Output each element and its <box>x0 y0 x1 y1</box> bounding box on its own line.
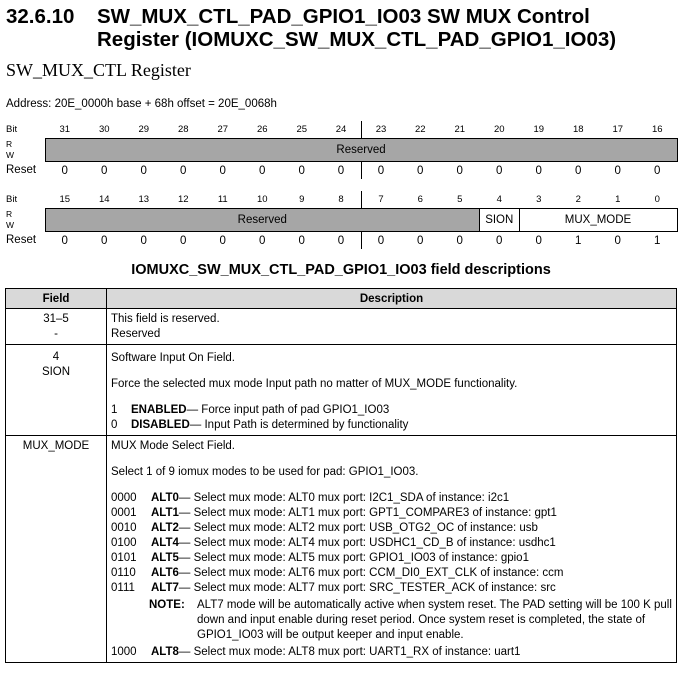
bit-label: Bit <box>6 194 18 206</box>
reset-value: 1 <box>654 234 661 247</box>
reset-value: 0 <box>259 234 266 247</box>
bit-number: 9 <box>299 194 305 205</box>
desc-text: Reserved <box>111 328 161 340</box>
value-code: 0 <box>111 419 118 431</box>
field-mux-mode: MUX_MODE <box>519 209 677 232</box>
field-cell-mux-mode <box>6 436 107 663</box>
header-description: Description <box>107 289 677 309</box>
value-line <box>111 403 672 418</box>
register-diagram-upper <box>0 121 678 179</box>
bit-number: 10 <box>256 194 268 205</box>
bit-number: 6 <box>417 194 423 205</box>
reset-value: 0 <box>456 234 463 247</box>
field-reserved: Reserved <box>45 139 677 162</box>
desc-text: MUX Mode Select Field. <box>111 440 235 452</box>
bit-number: 16 <box>651 124 663 135</box>
value-code: 1000 <box>111 646 137 658</box>
bit-number: 22 <box>414 124 426 135</box>
field-bits: 4 <box>52 351 60 363</box>
value-code: 0100 <box>111 537 137 549</box>
bit-number: 30 <box>98 124 110 135</box>
value-text: — Force input path of pad GPIO1_IO03 <box>186 404 390 416</box>
bit-number: 23 <box>361 121 401 139</box>
desc-cell-sion <box>107 345 677 436</box>
reset-value: 0 <box>101 164 108 177</box>
field-sion: SION <box>480 209 520 232</box>
register-address: Address: 20E_0000h base + 68h offset = 20E_0068h <box>6 98 277 110</box>
reset-label: Reset <box>6 164 37 177</box>
bit-number: 3 <box>536 194 542 205</box>
bit-number: 24 <box>335 124 347 135</box>
value-code: 0110 <box>111 567 136 579</box>
register-diagram-lower <box>0 191 678 249</box>
bit-number: 31 <box>59 124 71 135</box>
field-cell-sion <box>6 345 107 436</box>
bit-number: 7 <box>361 191 401 209</box>
desc-cell-mux-mode <box>107 436 677 663</box>
note-label: NOTE: <box>149 599 185 611</box>
section-title-line2: Register (IOMUXC_SW_MUX_CTL_PAD_GPIO1_IO03) <box>97 28 617 51</box>
field-cell-reserved <box>6 309 107 345</box>
bit-number: 26 <box>256 124 268 135</box>
bit-number: 28 <box>177 124 189 135</box>
reset-value: 0 <box>180 164 187 177</box>
reset-value: 0 <box>140 164 147 177</box>
value-name: ALT2 <box>151 522 179 534</box>
bit-number: 12 <box>177 194 189 205</box>
value-line <box>111 491 672 506</box>
desc-cell-reserved <box>107 309 677 345</box>
bit-number: 0 <box>654 194 660 205</box>
reset-value: 0 <box>219 234 226 247</box>
value-line <box>111 521 672 536</box>
reset-value: 0 <box>417 164 424 177</box>
field-row-r <box>0 139 677 151</box>
value-code: 0111 <box>111 582 135 594</box>
field-table-title: IOMUXC_SW_MUX_CTL_PAD_GPIO1_IO03 field descriptions <box>131 262 551 278</box>
value-code: 0000 <box>111 492 137 504</box>
section-number: 32.6.10 <box>6 5 75 28</box>
section-title <box>97 5 677 51</box>
reset-value: 0 <box>575 164 582 177</box>
reset-value: 0 <box>298 234 305 247</box>
field-name: SION <box>41 366 71 378</box>
w-label: W <box>6 150 15 161</box>
value-text: — Select mux mode: ALT2 mux port: USB_OTG2_OC of instance: usb <box>178 522 538 534</box>
value-line <box>111 551 672 566</box>
value-text: — Select mux mode: ALT5 mux port: GPIO1_IO03 of instance: gpio1 <box>178 552 529 564</box>
table-row-mux-mode <box>6 436 677 663</box>
bit-number: 2 <box>575 194 581 205</box>
value-text: — Select mux mode: ALT4 mux port: USDHC1_CD_B of instance: usdhc1 <box>178 537 556 549</box>
header-field: Field <box>6 289 107 309</box>
reset-value: 0 <box>219 164 226 177</box>
value-text: — Select mux mode: ALT0 mux port: I2C1_SDA of instance: i2c1 <box>178 492 510 504</box>
r-label: R <box>6 138 13 149</box>
bit-number: 15 <box>59 194 71 205</box>
value-line <box>111 645 672 660</box>
reset-row <box>0 232 677 250</box>
field-name: - <box>54 328 58 340</box>
value-text: — Select mux mode: ALT7 mux port: SRC_TESTER_ACK of instance: src <box>178 582 556 594</box>
field-row-r <box>0 209 677 221</box>
w-label: W <box>6 220 15 231</box>
field-description-table <box>5 288 677 663</box>
value-code: 1 <box>111 404 118 416</box>
bit-number-row <box>0 191 677 209</box>
reset-value: 0 <box>180 234 187 247</box>
bit-number: 20 <box>493 124 505 135</box>
reset-value: 0 <box>61 164 68 177</box>
bit-number: 27 <box>217 124 229 135</box>
value-text: — Select mux mode: ALT1 mux port: GPT1_COMPARE3 of instance: gpt1 <box>178 507 557 519</box>
value-line <box>111 581 672 596</box>
reset-value: 0 <box>140 234 147 247</box>
reset-row <box>0 162 677 180</box>
bit-number: 4 <box>496 194 502 205</box>
reset-value: 0 <box>298 164 305 177</box>
bit-number: 21 <box>454 124 466 135</box>
field-bits: 31–5 <box>43 313 69 325</box>
value-text: — Select mux mode: ALT6 mux port: CCM_DI0_EXT_CLK of instance: ccm <box>178 567 564 579</box>
bit-number: 14 <box>98 194 110 205</box>
reset-value: 0 <box>361 162 401 180</box>
field-name: MUX_MODE <box>22 440 90 452</box>
bit-number: 1 <box>615 194 621 205</box>
bit-number: 11 <box>217 194 228 205</box>
value-text: — Input Path is determined by functionality <box>189 419 409 431</box>
reset-value: 0 <box>496 234 503 247</box>
bit-number: 5 <box>457 194 463 205</box>
note-text: ALT7 mode will be automatically active when system reset. The PAD setting will be 100 K pull down and input enable during reset period. Once system reset is completed, the state of GPIO1_IO03 will be output keeper and input enable. <box>197 599 672 641</box>
table-row-sion <box>6 345 677 436</box>
reset-value: 0 <box>101 234 108 247</box>
value-name: ALT0 <box>151 492 179 504</box>
section-title-line1: SW_MUX_CTL_PAD_GPIO1_IO03 SW MUX Control <box>97 5 590 28</box>
value-line <box>111 506 672 521</box>
reset-value: 0 <box>614 164 621 177</box>
table-row-reserved <box>6 309 677 345</box>
desc-text: This field is reserved. <box>111 313 220 325</box>
reset-label: Reset <box>6 234 37 247</box>
value-name: ALT7 <box>151 582 179 594</box>
value-name: ALT8 <box>151 646 179 658</box>
reset-value: 0 <box>61 234 68 247</box>
value-name: ALT5 <box>151 552 179 564</box>
value-code: 0010 <box>111 522 137 534</box>
reset-value: 0 <box>496 164 503 177</box>
value-name: ALT4 <box>151 537 179 549</box>
bit-number: 19 <box>533 124 545 135</box>
value-line <box>111 536 672 551</box>
bit-number: 8 <box>338 194 344 205</box>
desc-text: Force the selected mux mode Input path no matter of MUX_MODE functionality. <box>111 378 518 390</box>
reset-value: 0 <box>417 234 424 247</box>
r-label: R <box>6 208 13 219</box>
value-name: DISABLED <box>131 419 190 431</box>
reset-value: 0 <box>535 164 542 177</box>
value-name: ENABLED <box>131 404 187 416</box>
bit-number: 18 <box>572 124 584 135</box>
reset-value: 0 <box>259 164 266 177</box>
bit-label: Bit <box>6 124 18 136</box>
register-subtitle: SW_MUX_CTL Register <box>6 60 191 80</box>
bit-number: 17 <box>612 124 624 135</box>
value-line <box>111 418 672 433</box>
reset-value: 0 <box>337 164 345 177</box>
reset-value: 1 <box>575 234 582 247</box>
value-name: ALT1 <box>151 507 179 519</box>
reset-value: 0 <box>456 164 463 177</box>
bit-number-row <box>0 121 677 139</box>
desc-text: Software Input On Field. <box>111 352 236 364</box>
value-text: — Select mux mode: ALT8 mux port: UART1_RX of instance: uart1 <box>178 646 521 658</box>
bit-number: 13 <box>138 194 150 205</box>
field-reserved: Reserved <box>45 209 480 232</box>
reset-value: 0 <box>361 232 401 250</box>
bit-number: 29 <box>138 124 150 135</box>
reset-value: 0 <box>614 234 621 247</box>
desc-text: Select 1 of 9 iomux modes to be used for pad: GPIO1_IO03. <box>111 466 419 478</box>
bit-number: 25 <box>296 124 308 135</box>
value-name: ALT6 <box>151 567 179 579</box>
value-line <box>111 566 672 581</box>
value-code: 0101 <box>111 552 137 564</box>
table-header-row <box>6 289 677 309</box>
reset-value: 0 <box>654 164 661 177</box>
value-code: 0001 <box>111 507 137 519</box>
reset-value: 0 <box>535 234 542 247</box>
reset-value: 0 <box>337 234 345 247</box>
note-block <box>111 598 672 643</box>
